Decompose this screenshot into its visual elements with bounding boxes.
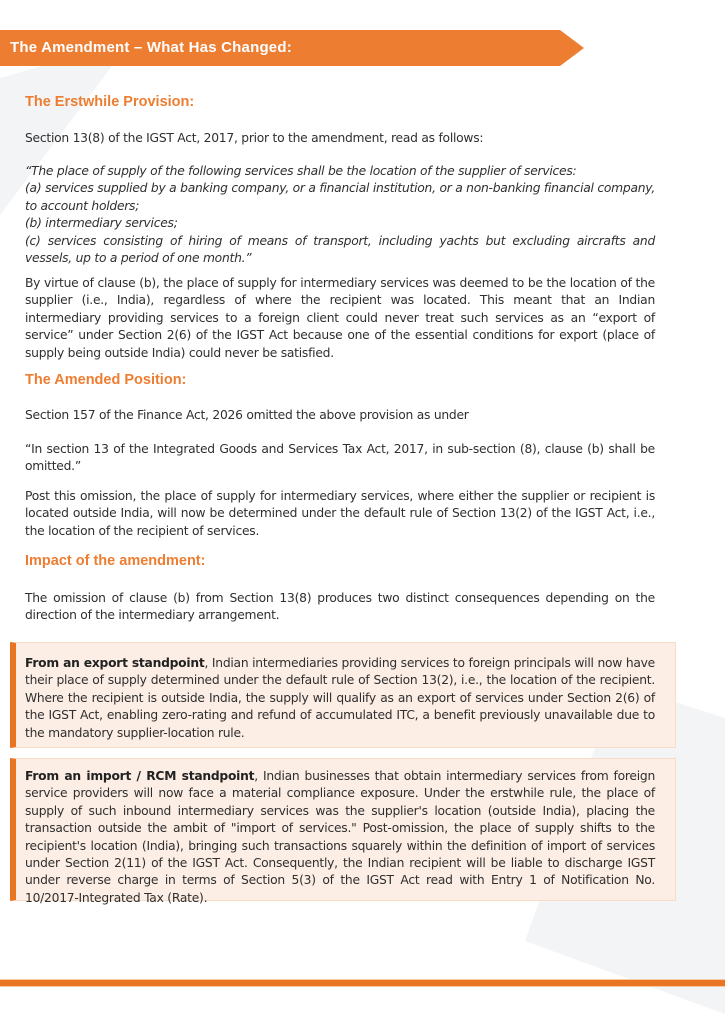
quote-line-intro: “The place of supply of the following services shall be the location of the supplier of services: [25,164,577,178]
amended-explanation: Post this omission, the place of supply for intermediary services, where either the supplier or recipient is located outside India, will now be determined under the default rule of Section 13(2) of the IGST Act, i.e., the location of the recipient of services. [25,489,655,538]
quote-line-c: (c) services consisting of hiring of means of transport, including yachts but excluding aircrafts and vessels, up to a period of one month.” [25,233,655,266]
erstwhile-quote [25,163,655,267]
heading-amended-position: The Amended Position: [25,372,187,388]
heading-impact: Impact of the amendment: [25,553,206,569]
callout-import-lead: From an import / RCM standpoint [25,769,255,783]
callout-import-body: , Indian businesses that obtain intermediary services from foreign service providers will now face a material compliance exposure. Under the erstwhile rule, the place of supply of such inbound intermediary services was the supplier's location (outside India), placing the transaction outside the ambit of "import of services." Post-omission, the place of supply shifts to the recipient's location (India), bringing such transactions squarely within the definition of import of services under Section 2(11) of the IGST Act. Consequently, the Indian recipient will be liable to discharge IGST under reverse charge in terms of Section 5(3) of the IGST Act read with Entry 1 of Notification No. 10/2017-Integrated Tax (Rate). [25,769,655,905]
erstwhile-intro: Section 13(8) of the IGST Act, 2017, prior to the amendment, read as follows: [25,131,484,145]
quote-line-a: (a) services supplied by a banking company, or a financial institution, or a non-banking financial company, to account holders; [25,181,655,213]
heading-erstwhile-provision: The Erstwhile Provision: [25,94,195,110]
section-banner [0,30,584,66]
footer-divider [0,980,725,986]
impact-intro: The omission of clause (b) from Section 13(8) produces two distinct consequences depending on the direction of the intermediary arrangement. [25,591,655,623]
callout-import-rcm-standpoint [10,758,676,905]
callout-export-standpoint [10,642,676,748]
callout-import-text [25,768,655,907]
erstwhile-explanation: By virtue of clause (b), the place of supply for intermediary services was deemed to be the location of the supplier (i.e., India), regardless of where the recipient was located. This meant that an Indian intermediary providing services to a foreign client could never treat such services as an “export of service” under Section 2(6) of the IGST Act because one of the essential conditions for export (place of supply being outside India) could never be satisfied. [25,276,655,360]
callout-export-text [25,655,655,742]
quote-line-b: (b) intermediary services; [25,216,178,231]
amended-quote: “In section 13 of the Integrated Goods and Services Tax Act, 2017, in sub-section (8), clause (b) shall be omitted.” [25,442,655,474]
callout-export-body: , Indian intermediaries providing services to foreign principals will now have their place of supply determined under the default rule of Section 13(2), i.e., the location of the recipient. Where the recipient is outside India, the supply will qualify as an export of services under Section 2(6) of the IGST Act, enabling zero-rating and refund of accumulated ITC, a benefit previously unavailable due to the mandatory supplier-location rule. [25,656,655,740]
callout-export-lead: From an export standpoint [25,656,205,670]
banner-title: The Amendment – What Has Changed: [10,39,292,56]
amended-intro: Section 157 of the Finance Act, 2026 omitted the above provision as under [25,408,469,422]
